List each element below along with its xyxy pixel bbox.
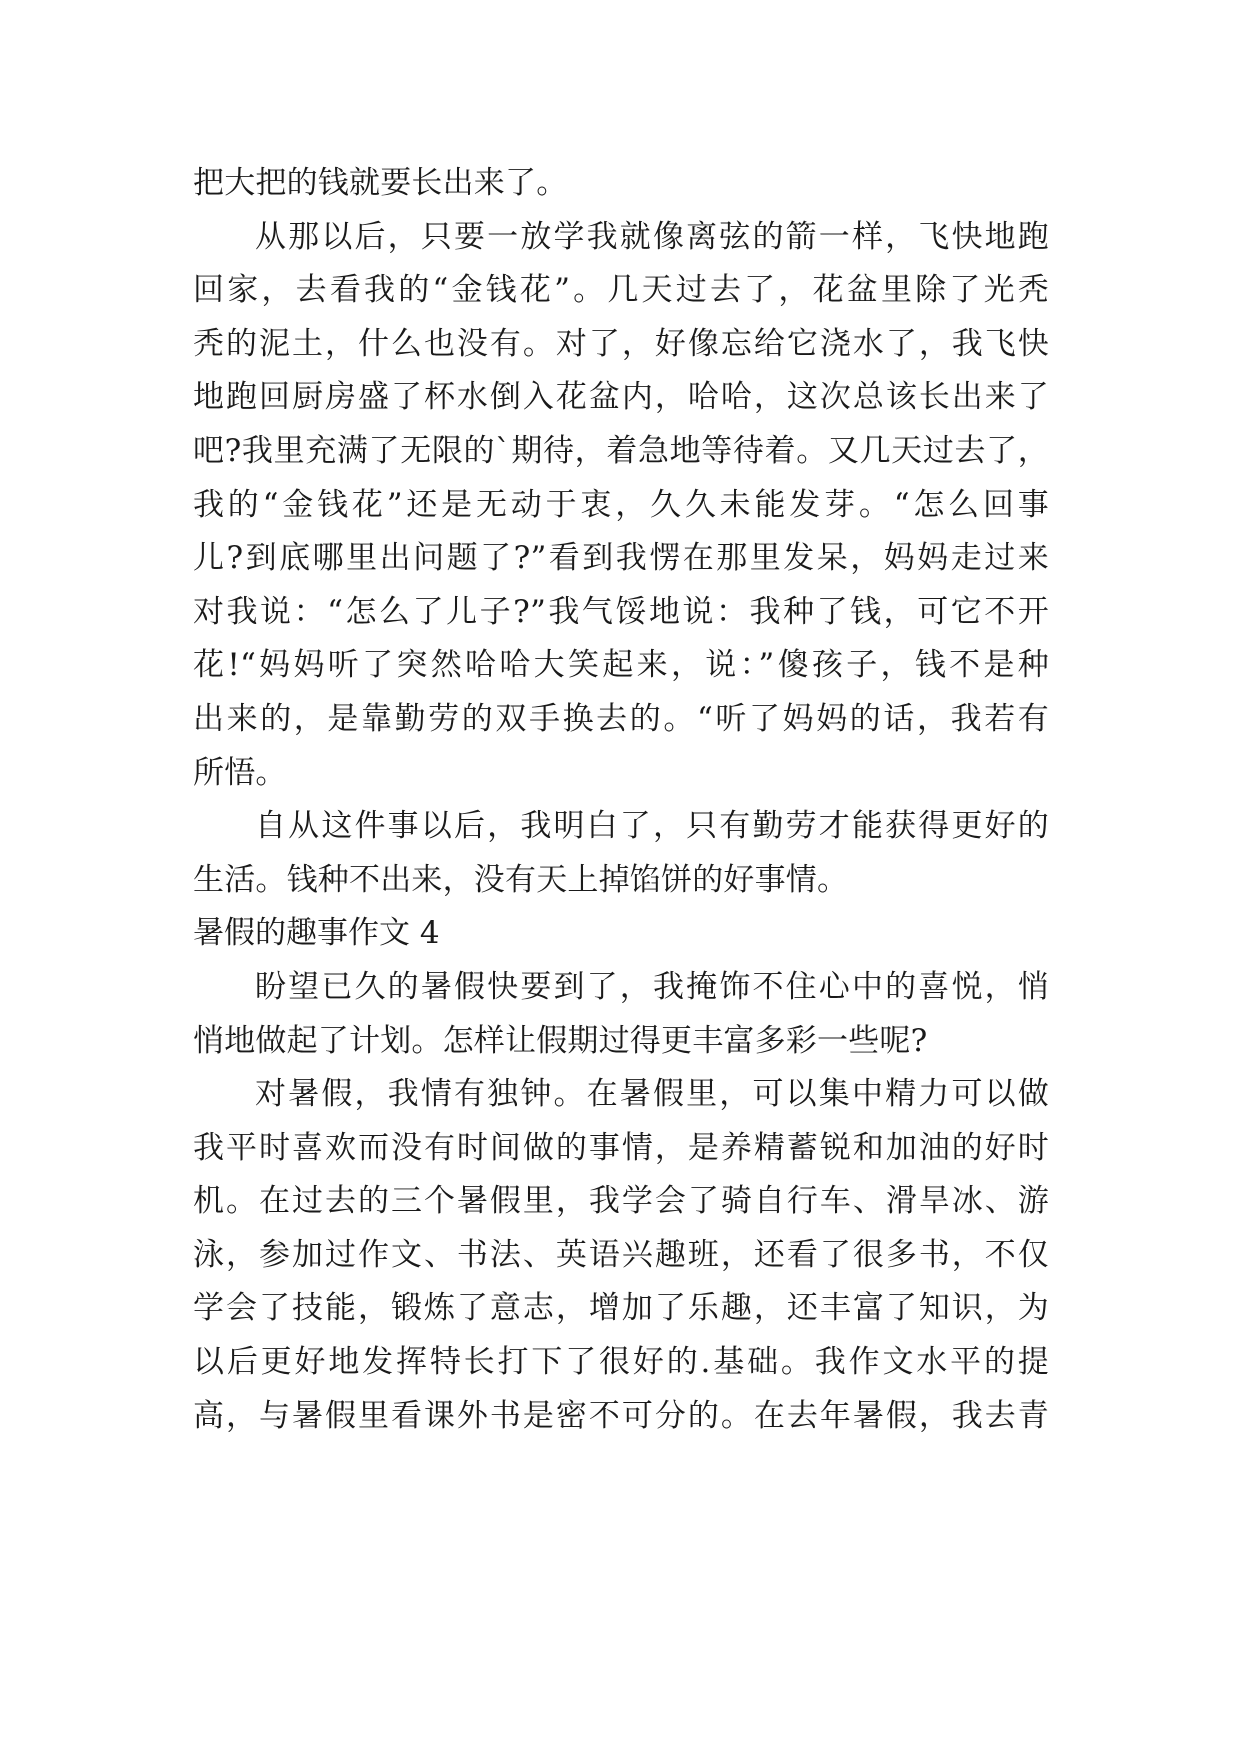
text-line: 地跑回厨房盛了杯水倒入花盆内，哈哈，这次总该长出来了 xyxy=(193,379,1049,416)
text-line: 盼望已久的暑假快要到了，我掩饰不住心中的喜悦，悄 xyxy=(255,968,1049,1005)
text-line: 以后更好地发挥特长打下了很好的.基础。我作文水平的提 xyxy=(193,1344,1049,1381)
document-body xyxy=(193,157,1049,1443)
text-line: 回家，去看我的“金钱花”。几天过去了，花盆里除了光秃 xyxy=(193,272,1049,309)
text-line: 学会了技能，锻炼了意志，增加了乐趣，还丰富了知识，为 xyxy=(193,1290,1049,1327)
text-line: 悄地做起了计划。怎样让假期过得更丰富多彩一些呢? xyxy=(193,1022,928,1059)
text-line: 对我说：“怎么了儿子?”我气馁地说：我种了钱，可它不开 xyxy=(193,593,1049,630)
text-line: 出来的，是靠勤劳的双手换去的。“听了妈妈的话，我若有 xyxy=(193,700,1049,737)
text-line: 吧?我里充满了无限的`期待，着急地等待着。又几天过去了， xyxy=(193,432,1049,469)
text-line: 秃的泥土，什么也没有。对了，好像忘给它浇水了，我飞快 xyxy=(193,325,1049,362)
section-heading: 暑假的趣事作文 4 xyxy=(193,915,440,952)
text-line: 花!“妈妈听了突然哈哈大笑起来，说：”傻孩子，钱不是种 xyxy=(193,647,1049,684)
text-line: 我的“金钱花”还是无动于衷，久久未能发芽。“怎么回事 xyxy=(193,486,1049,523)
text-line: 高，与暑假里看课外书是密不可分的。在去年暑假，我去青 xyxy=(193,1397,1049,1434)
text-line: 生活。钱种不出来，没有天上掉馅饼的好事情。 xyxy=(193,861,849,898)
text-line: 我平时喜欢而没有时间做的事情，是养精蓄锐和加油的好时 xyxy=(193,1129,1049,1166)
text-line: 自从这件事以后，我明白了，只有勤劳才能获得更好的 xyxy=(255,808,1049,845)
text-line: 所悟。 xyxy=(193,754,287,791)
text-line: 泳，参加过作文、书法、英语兴趣班，还看了很多书，不仅 xyxy=(193,1236,1049,1273)
text-line: 把大把的钱就要长出来了。 xyxy=(193,165,568,201)
text-line: 从那以后，只要一放学我就像离弦的箭一样，飞快地跑 xyxy=(255,218,1049,255)
text-line: 儿?到底哪里出问题了?”看到我愣在那里发呆，妈妈走过来 xyxy=(193,540,1049,577)
text-line: 对暑假，我情有独钟。在暑假里，可以集中精力可以做 xyxy=(255,1076,1049,1113)
text-line: 机。在过去的三个暑假里，我学会了骑自行车、滑旱冰、游 xyxy=(193,1183,1049,1220)
